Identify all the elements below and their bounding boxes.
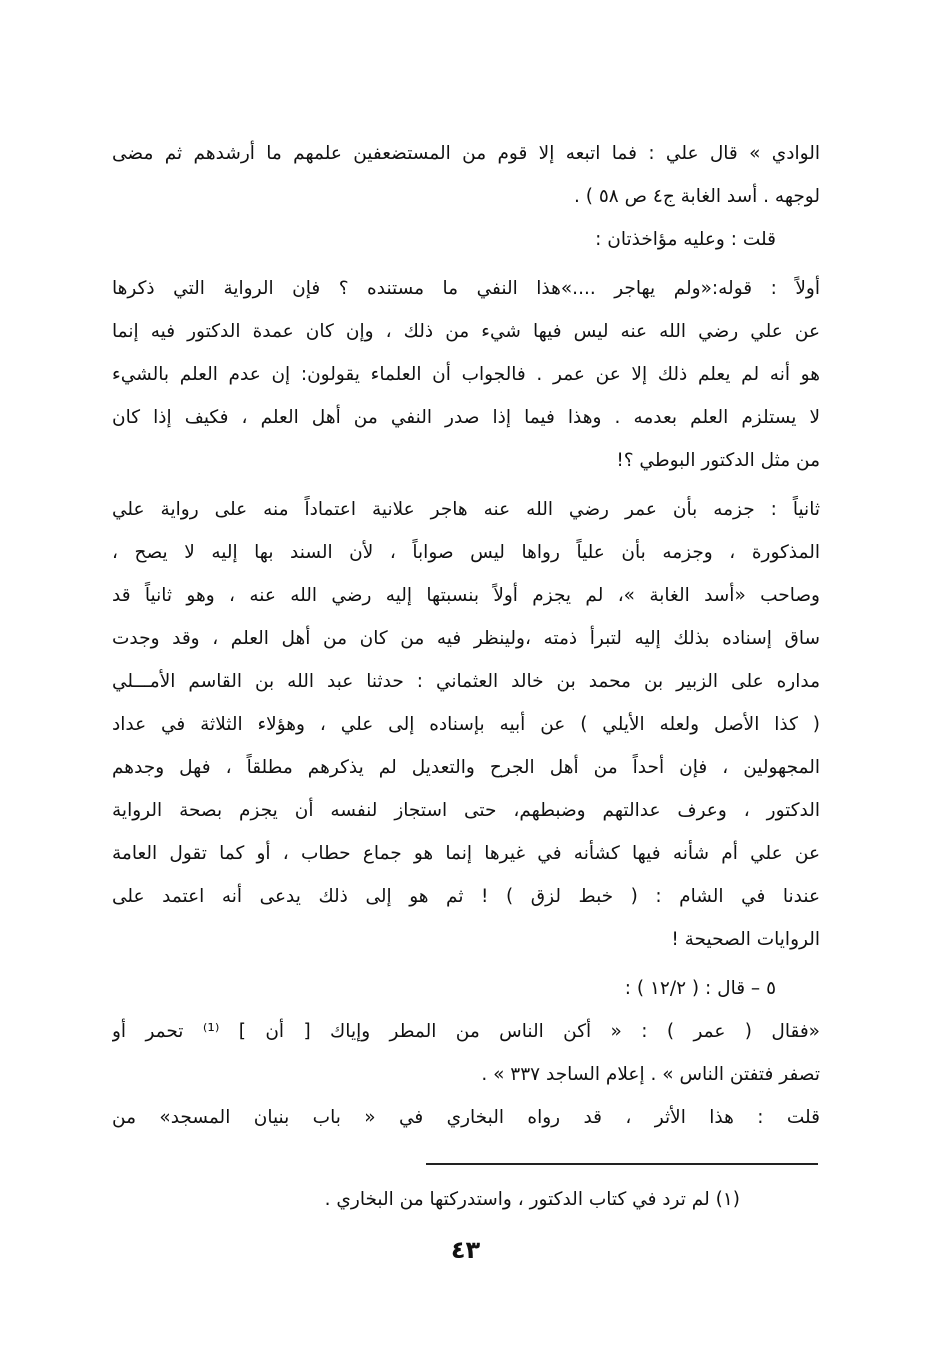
text-line: لا يستلزم العلم بعدمه . وهذا فيما إذا صدر النفي من أهل العلم ، فكيف إذا كان [112,407,820,428]
text-line: الروايات الصحيحة ! [671,929,820,950]
text-line: مداره على الزبير بن محمد بن خالد العثماني : حدثنا عبد الله بن القاسم الأمـــلي [112,671,820,692]
text-line: ٥ – قال : ( ١٢/٢ ) : [624,978,776,999]
text-line: وصاحب «أسد الغابة »، لم يجزم أولاً بنسبتها إليه رضي الله عنه ، وهو ثانياً قد [112,585,820,606]
text-line: ثانياً : جزمه بأن عمر رضي الله عنه هاجر علانية اعتماداً منه على رواية علي [112,499,820,520]
text-line: لوجهه . أسد الغابة ج٤ ص ٥٨ ) . [574,186,820,207]
footnote-divider [426,1163,818,1165]
text-line: «فقال ( عمر ) : « أكن الناس من المطر وإياك [ أن ] ⁽¹⁾ تحمر أو [112,1021,820,1042]
text-line: هو أنه لم يعلم ذلك إلا عن عمر . فالجواب أن العلماء يقولون: إن عدم العلم بالشيء [112,364,820,385]
text-line: من مثل الدكتور البوطي ؟! [616,450,820,471]
text-line: عن علي أم شأنه فيها كشأنه في غيرها إنما هو جماع حطاب ، أو كما تقول العامة [112,843,820,864]
text-line: المذكورة ، وجزمه بأن علياً رواها ليس صواباً ، لأن السند بها إليه لا يصح ، [112,542,820,563]
body-text [112,132,820,1139]
page-number: ٤٣ [450,1236,481,1264]
text-line: عن علي رضي الله عنه ليس فيها شيء من ذلك ، وإن كان عمدة الدكتور فيه إنما [112,321,820,342]
text-line: ساق إسناده بذلك إليه لتبرأ ذمته ،ولينظر فيه من كان من أهل العلم ، وقد وجدت [112,628,820,649]
text-line: تصفر فتفتن الناس » . إعلام الساجد ٣٣٧ » . [481,1064,820,1085]
text-line: قلت : هذا الأثر ، قد رواه البخاري في « باب بنيان المسجد» من [112,1107,820,1128]
text-line: ( كذا الأصل ولعله الأيلي ) عن أبيه بإسناده إلى علي ، وهؤلاء الثلاثة في عداد [112,714,820,735]
text-line: قلت : وعليه مؤاخذتان : [595,229,776,250]
text-line: عندنا في الشام : ( خبط لزق ) ! ثم هو إلى ذلك يدعى أنه اعتمد على [112,886,820,907]
text-line: الدكتور ، وعرف عدالتهم وضبطهم، حتى استجاز لنفسه أن يجزم بصحة الرواية [112,800,820,821]
footnote: (١) لم ترد في كتاب الدكتور ، واستدركتها من البخاري . [324,1189,740,1210]
text-line: المجهولين ، فإن أحداً من أهل الجرح والتعديل لم يذكرهم مطلقاً ، فهل وجدهم [112,757,820,778]
text-line: أولاً : قوله:«ولم يهاجر ....»هذا النفي ما مستنده ؟ فإن الرواية التي ذكرها [112,278,820,299]
text-line: الوادي » قال علي : فما اتبعه إلا قوم من المستضعفين علمهم ما أرشدهم ثم مضى [112,143,820,164]
